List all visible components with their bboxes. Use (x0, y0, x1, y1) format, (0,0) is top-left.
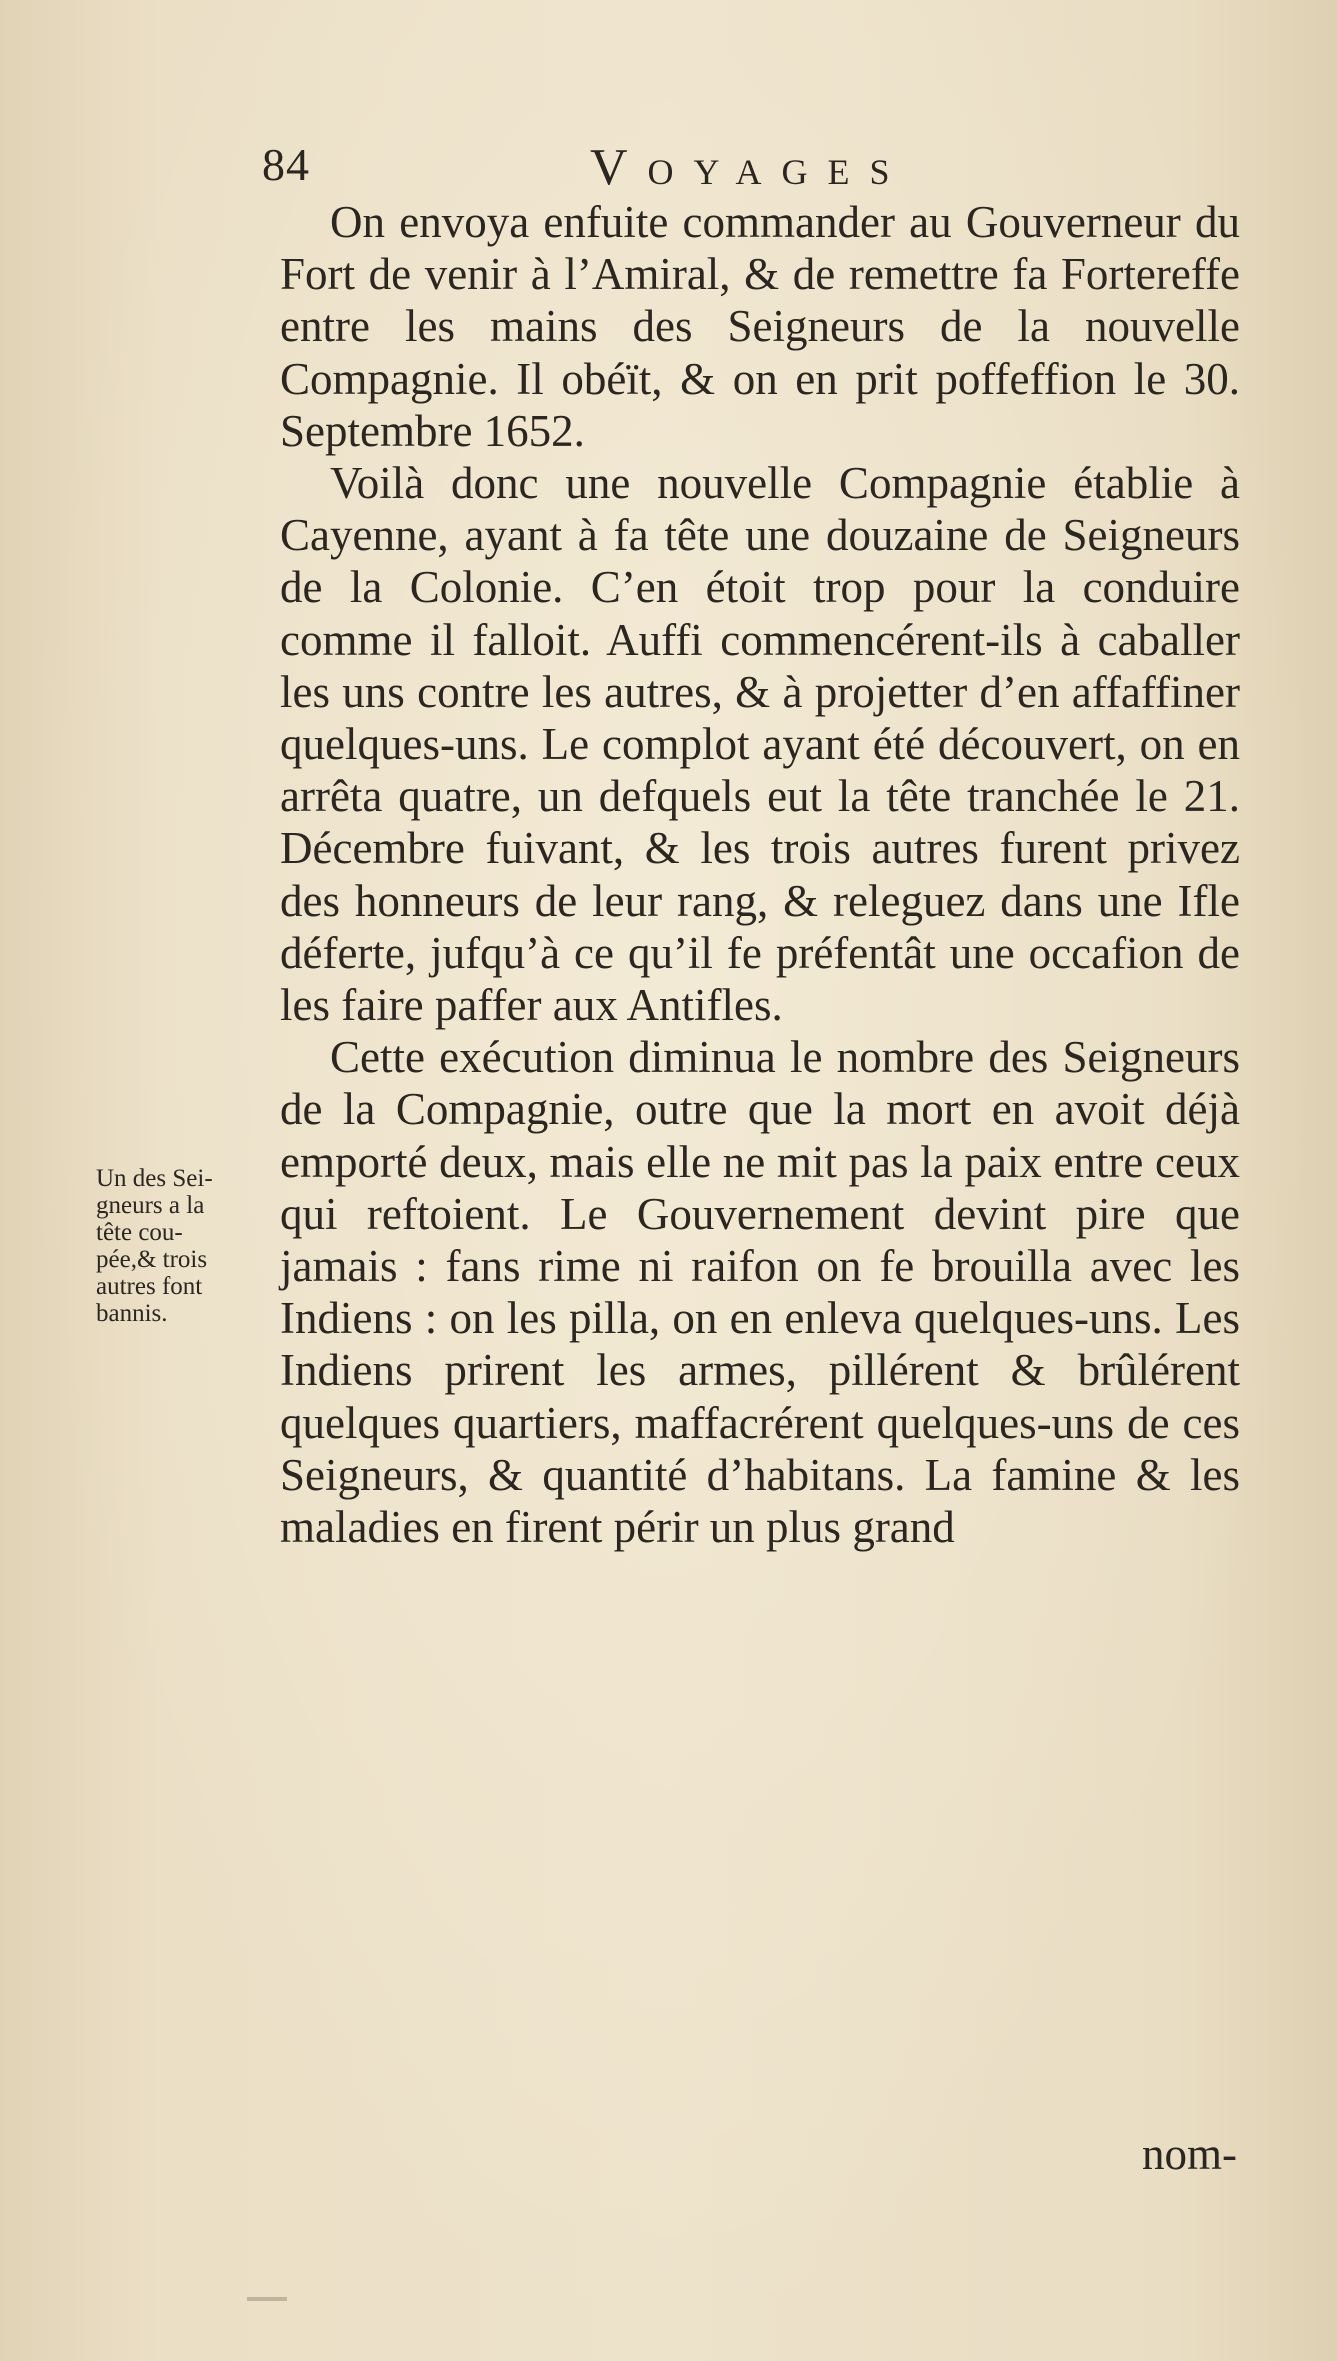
paper-mark (247, 2297, 287, 2301)
margin-note-line: autres font (96, 1273, 203, 1300)
paragraph-1: On envoya enfuite commander au Gouverneur du Fort de venir à l’Amiral, & de remettre fa Fortereffe entre les mains des Seigneurs de la nouvelle Compagnie. Il obéït, & on en prit poffeffion le 30. Septembre 1652. (280, 197, 1240, 456)
margin-note (96, 1165, 296, 1327)
body-text (280, 196, 1240, 1553)
running-head: Voyages (590, 139, 910, 196)
paragraph-3: Cette exécution diminua le nombre des Seigneurs de la Compagnie, outre que la mort en avoit déjà emporté deux, mais elle ne mit pas la paix entre ceux qui reftoient. Le Gouvernement devint pire que jamais : fans rime ni raifon on fe brouilla avec les Indiens : on les pilla, on en enleva quelques-uns. Les Indiens prirent les armes, pillérent & brûlérent quelques quartiers, maffacrérent quelques-uns de ces Seigneurs, & quantité d’habitans. La famine & les maladies en firent périr un plus grand (280, 1032, 1240, 1553)
margin-note-line: gneurs a la (96, 1192, 205, 1219)
page-header (262, 138, 982, 194)
margin-note-line: Un des Sei- (96, 1165, 213, 1192)
paragraph-2: Voilà donc une nouvelle Compagnie établie à Cayenne, ayant à fa tête une douzaine de Seigneurs de la Colonie. C’en étoit trop pour la conduire comme il falloit. Auffi commencérent-ils à caballer les uns contre les autres, & à projetter d’en affaffiner quelques-uns. Le complot ayant été découvert, on en arrêta quatre, un defquels eut la tête tranchée le 21. Décembre fuivant, & les trois autres furent privez des honneurs de leur rang, & releguez dans une Ifle déferte, jufqu’à ce qu’il fe préfentât une occafion de les faire paffer aux Antifles. (280, 458, 1240, 1031)
margin-note-line: bannis. (96, 1300, 168, 1327)
catchword: nom- (1142, 2129, 1237, 2179)
page-number: 84 (262, 139, 310, 190)
margin-note-line: tête cou- (96, 1219, 183, 1246)
margin-note-line: pée,& trois (96, 1246, 208, 1273)
